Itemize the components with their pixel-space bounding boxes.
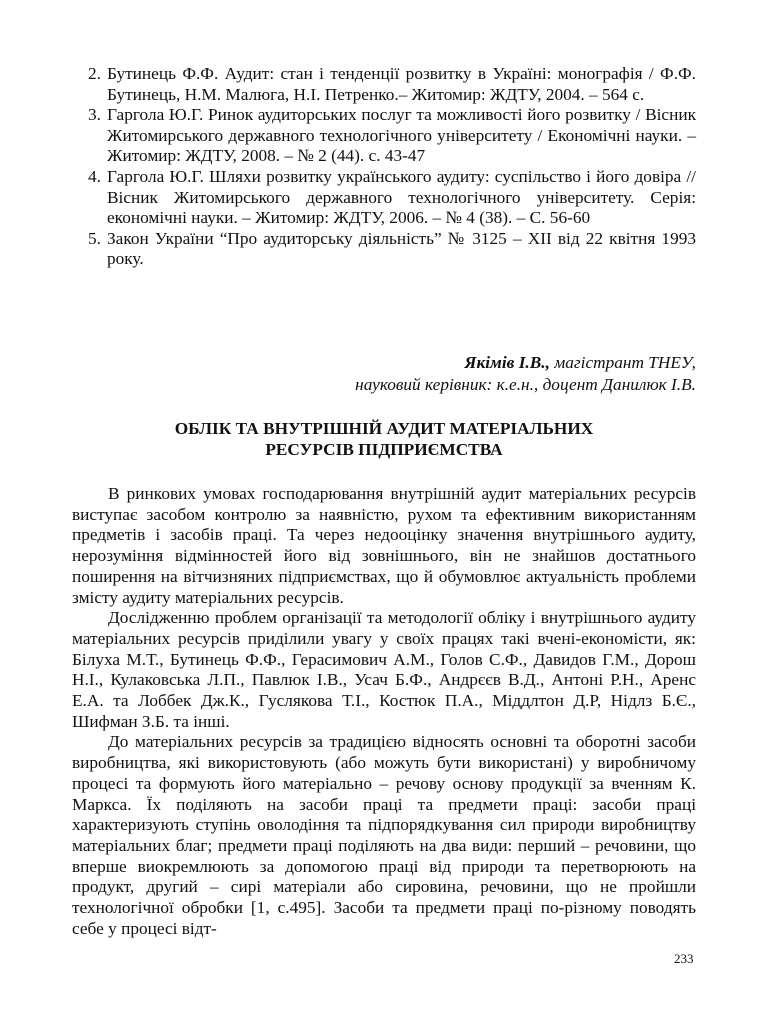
reference-item <box>88 229 696 270</box>
supervisor-line: науковий керівник: к.е.н., доцент Данилюк І.В. <box>355 375 696 394</box>
article-body <box>72 484 696 939</box>
author-name: Якімів І.В., <box>464 353 550 372</box>
body-paragraph: До матеріальних ресурсів за традицією відносять основні та оборотні засоби виробництва, які використовують (або можуть бути використані) у виробничому процесі та формують його матеріально – речову основу продукції за вченням К. Маркса. Їх поділяють на засоби праці та предмети праці: засоби праці характеризують ступінь оволодіння та підпорядкування сил природи виробництву матеріальних благ; предмети праці поділяють на два види: перший – речовини, що вперше виокремлюють за допомогою праці від природи та перетворюють на продукт, другий – сирі матеріали або сировина, речовини, що не пройшли технологічної обробки [1, с.495]. Засоби та предмети праці по-різному поводять себе у процесі відт- <box>72 732 696 938</box>
body-paragraph: Дослідженню проблем організації та методології обліку і внутрішнього аудиту матеріальних ресурсів приділили увагу у своїх працях такі вчені-економісти, як: Білуха М.Т., Бутинець Ф.Ф., Герасимович А.М., Голов С.Ф., Давидов Г.М., Дорош Н.І., Кулаковська Л.П., Павлюк І.В., Усач Б.Ф., Андрєєв В.Д., Антоні Р.Н., Аренс Е.А. та Лоббек Дж.К., Гуслякова Т.І., Костюк П.А., Міддлтон Д.Р, Нідлз Б.Є., Шифман З.Б. та інші. <box>72 608 696 731</box>
reference-number: 3. <box>88 105 101 125</box>
author-position: магістрант ТНЕУ, <box>554 353 696 372</box>
reference-text: Гаргола Ю.Г. Шляхи розвитку українського аудиту: суспільство і його довіра // Вісник Житомирського державного технологічного університету. Серія: економічні науки. – Житомир: ЖДТУ, 2006. – № 4 (38). – С. 56-60 <box>107 166 696 228</box>
author-block <box>96 352 696 396</box>
title-line-2: РЕСУРСІВ ПІДПРИЄМСТВА <box>265 440 503 459</box>
reference-text: Гаргола Ю.Г. Ринок аудиторських послуг та можливості його розвитку / Вісник Житомирського державного технологічного університету / Економічні науки. – Житомир: ЖДТУ, 2008. – № 2 (44). с. 43-47 <box>107 105 696 166</box>
article-title <box>72 418 696 460</box>
reference-number: 4. <box>88 166 101 186</box>
reference-list <box>88 64 696 270</box>
title-line-1: ОБЛІК ТА ВНУТРІШНІЙ АУДИТ МАТЕРІАЛЬНИХ <box>174 419 594 438</box>
body-paragraph: В ринкових умовах господарювання внутрішній аудит матеріальних ресурсів виступає засобом контролю за наявністю, рухом та ефективним використанням предметів і засобів праці. Та через недооцінку значення внутрішнього аудиту, нерозуміння відмінностей його від зовнішнього, він не знайшов достатнього поширення на вітчизняних підприємствах, що й обумовлює актуальність проблеми змісту аудиту матеріальних ресурсів. <box>72 484 696 607</box>
reference-item <box>88 64 696 105</box>
author-line <box>96 352 696 374</box>
reference-text: Бутинець Ф.Ф. Аудит: стан і тенденції розвитку в Україні: монографія / Ф.Ф. Бутинець, Н.М. Малюга, Н.І. Петренко.– Житомир: ЖДТУ, 2004. – 564 с. <box>107 64 696 104</box>
reference-item <box>88 167 696 229</box>
page-number: 233 <box>674 951 694 966</box>
reference-item <box>88 105 696 167</box>
reference-number: 5. <box>88 228 101 248</box>
reference-text: Закон України “Про аудиторську діяльність” № 3125 – XII від 22 квітня 1993 року. <box>107 228 696 269</box>
reference-number: 2. <box>88 64 101 83</box>
